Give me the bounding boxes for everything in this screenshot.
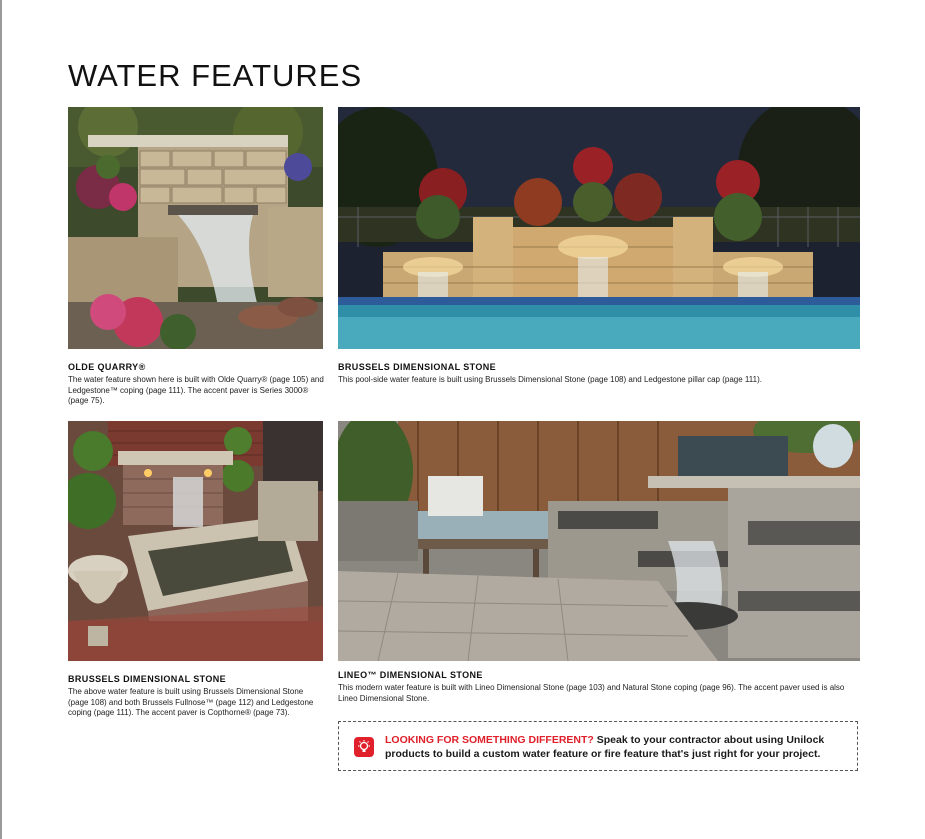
- feature-description: The above water feature is built using Brussels Dimensional Stone (page 108) and both Brussels Fullnose™ (page 112) and Ledgestone coping (page 111). The accent paver is Copthorne® (page 73).: [68, 687, 314, 717]
- lineo-photo: [338, 421, 860, 661]
- page-title: WATER FEATURES: [68, 58, 363, 93]
- brussels-pool-photo: [338, 107, 860, 349]
- lightbulb-icon: [354, 737, 374, 757]
- feature-description: This pool-side water feature is built using Brussels Dimensional Stone (page 108) and Ledgestone pillar cap (page 111).: [338, 375, 762, 384]
- feature-title: BRUSSELS DIMENSIONAL STONE: [338, 362, 497, 372]
- olde-quarry-photo: [68, 107, 323, 349]
- feature-title: BRUSSELS DIMENSIONAL STONE: [68, 674, 227, 684]
- feature-title: OLDE QUARRY®: [68, 362, 146, 372]
- feature-description: This modern water feature is built with Lineo Dimensional Stone (page 103) and Natural Stone coping (page 96). The accent paver used is also Lineo Dimensional Stone.: [338, 683, 845, 703]
- callout-box: [338, 721, 858, 771]
- feature-description: The water feature shown here is built with Olde Quarry® (page 105) and Ledgestone™ coping (page 111). The accent paver is Series 3000® (page 75).: [68, 375, 324, 405]
- callout-lead: LOOKING FOR SOMETHING DIFFERENT?: [385, 734, 594, 746]
- brussels-patio-photo: [68, 421, 323, 661]
- feature-title: LINEO™ DIMENSIONAL STONE: [338, 670, 483, 680]
- page-edge-rule: [0, 0, 2, 839]
- callout-text: Speak to your contractor about using Unilock products to build a custom water feature or fire feature that's just right for your project.: [385, 734, 825, 760]
